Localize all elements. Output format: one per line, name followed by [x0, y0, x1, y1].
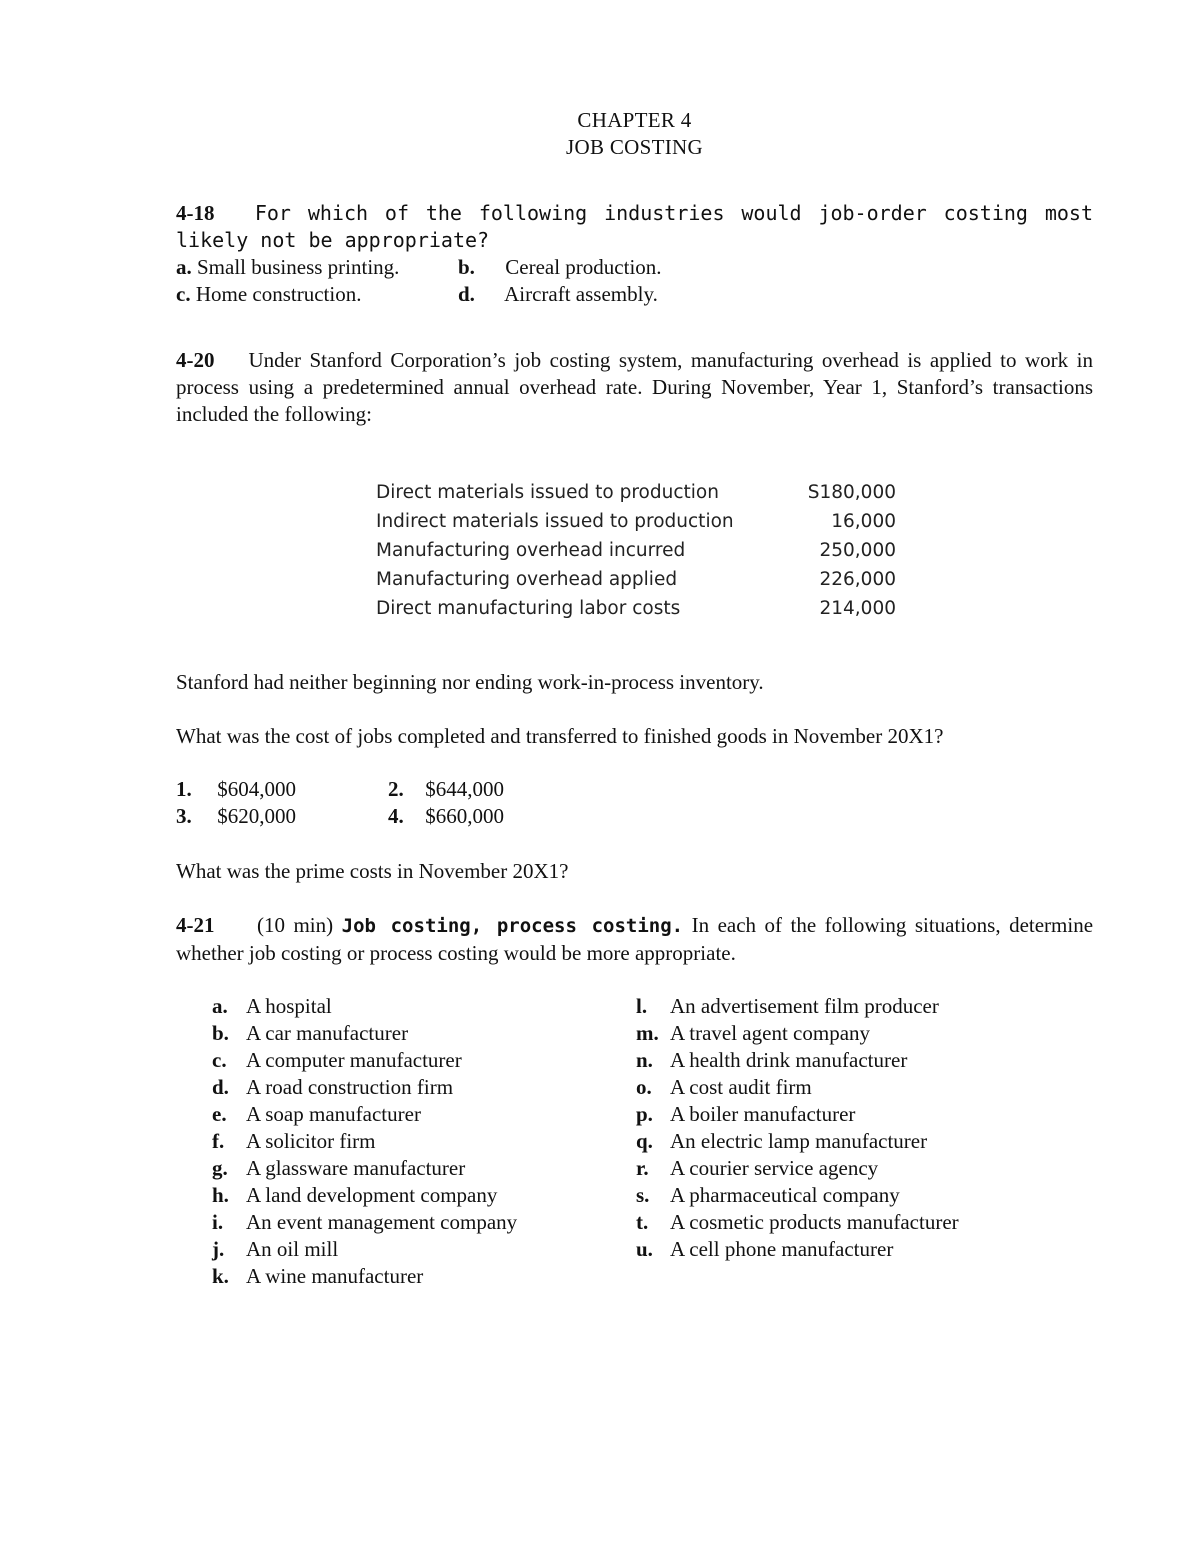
- list-item-text: A hospital: [246, 994, 332, 1018]
- chapter-title: JOB COSTING: [566, 135, 703, 159]
- list-item: [636, 1182, 900, 1209]
- list-item-text: A car manufacturer: [246, 1021, 409, 1045]
- list-item-letter: k.: [212, 1264, 229, 1288]
- list-item: [212, 993, 332, 1020]
- row-description: Direct manufacturing labor costs: [376, 598, 681, 619]
- answer-value: $644,000: [425, 777, 504, 801]
- question-text: For which of the following industries would job-order costing most likely not be appropriate?: [176, 201, 1093, 252]
- question-number: 4-20: [176, 348, 215, 372]
- list-item-letter: s.: [636, 1183, 650, 1207]
- row-amount: 214,000: [819, 598, 896, 619]
- list-item: [636, 993, 939, 1020]
- list-item-text: A health drink manufacturer: [670, 1048, 908, 1072]
- list-item-text: A cell phone manufacturer: [670, 1237, 894, 1261]
- list-item: [212, 1074, 453, 1101]
- option-text: Small business printing.: [197, 255, 400, 279]
- question-number: 4-18: [176, 201, 215, 225]
- list-item-text: A glassware manufacturer: [246, 1156, 466, 1180]
- option-a: [176, 254, 399, 281]
- question-prime-costs: What was the prime costs in November 20X1?: [176, 859, 569, 883]
- list-item-text: A boiler manufacturer: [670, 1102, 856, 1126]
- option-letter: a.: [176, 255, 192, 279]
- option-c: [176, 281, 361, 308]
- row-amount: S180,000: [807, 482, 896, 503]
- list-item: [212, 1182, 497, 1209]
- option-text: Cereal production.: [505, 255, 662, 279]
- list-item: [212, 1236, 338, 1263]
- list-item: [212, 1128, 376, 1155]
- answer-value: $620,000: [217, 804, 296, 828]
- list-item-text: A travel agent company: [670, 1021, 871, 1045]
- list-item-letter: h.: [212, 1183, 229, 1207]
- list-item: [636, 1020, 870, 1047]
- list-item-text: An electric lamp manufacturer: [670, 1129, 928, 1153]
- list-item-text: An event management company: [246, 1210, 518, 1234]
- list-item: [212, 1047, 462, 1074]
- question-text: Under Stanford Corporation’s job costing system, manufacturing overhead is applied to work in process using a predetermined annual overhead rate. During November, Year 1, Stanford’s transactions included the following:: [176, 348, 1093, 426]
- list-item: [212, 1209, 517, 1236]
- answer-4: [388, 803, 504, 830]
- list-item-letter: r.: [636, 1156, 649, 1180]
- list-item: [212, 1263, 423, 1290]
- list-item-text: A land development company: [246, 1183, 498, 1207]
- list-item-text: An oil mill: [246, 1237, 339, 1261]
- question-time: (10 min): [256, 913, 334, 937]
- list-item-text: A pharmaceutical company: [670, 1183, 900, 1207]
- list-item: [636, 1101, 855, 1128]
- question-number: 4-21: [176, 913, 215, 937]
- list-item: [212, 1020, 408, 1047]
- question-heading: Job costing, process costing.: [341, 915, 684, 937]
- answer-number: 4.: [388, 804, 404, 828]
- option-letter: c.: [176, 282, 191, 306]
- list-item-letter: q.: [636, 1129, 653, 1153]
- option-text: Aircraft assembly.: [504, 282, 658, 306]
- answer-3: [176, 803, 296, 830]
- list-item: [212, 1101, 421, 1128]
- option-d: [458, 281, 658, 308]
- answer-1: [176, 776, 296, 803]
- option-text: Home construction.: [195, 282, 362, 306]
- answer-number: 1.: [176, 777, 192, 801]
- table-row: [376, 565, 896, 594]
- list-item-text: An advertisement film producer: [670, 994, 939, 1018]
- row-description: Direct materials issued to production: [376, 482, 719, 503]
- list-item-text: A cosmetic products manufacturer: [670, 1210, 959, 1234]
- list-item-letter: t.: [636, 1210, 649, 1234]
- list-item: [636, 1074, 812, 1101]
- list-item-text: A solicitor firm: [246, 1129, 376, 1153]
- list-item: [212, 1155, 465, 1182]
- list-item-letter: m.: [636, 1021, 659, 1045]
- option-b: [458, 254, 662, 281]
- answer-number: 2.: [388, 777, 404, 801]
- list-item-letter: o.: [636, 1075, 652, 1099]
- row-amount: 16,000: [831, 511, 896, 532]
- answer-2: [388, 776, 504, 803]
- table-row: [376, 478, 896, 507]
- list-item-letter: d.: [212, 1075, 229, 1099]
- option-letter: d.: [458, 282, 475, 306]
- list-item-text: A road construction firm: [246, 1075, 454, 1099]
- list-item: [636, 1128, 927, 1155]
- list-item: [636, 1155, 878, 1182]
- question-4-20: [176, 347, 1093, 428]
- table-row: [376, 507, 896, 536]
- list-item-text: A computer manufacturer: [246, 1048, 462, 1072]
- inventory-note: Stanford had neither beginning nor ending work-in-process inventory.: [176, 670, 764, 694]
- list-item: [636, 1047, 907, 1074]
- list-item-letter: n.: [636, 1048, 653, 1072]
- list-item-text: A wine manufacturer: [246, 1264, 424, 1288]
- list-item-letter: p.: [636, 1102, 653, 1126]
- answer-value: $604,000: [217, 777, 296, 801]
- question-4-18: [176, 200, 1093, 254]
- chapter-heading: CHAPTER 4: [577, 108, 692, 132]
- table-row: [376, 594, 896, 623]
- row-amount: 226,000: [819, 569, 896, 590]
- list-item: [636, 1236, 893, 1263]
- list-item-letter: c.: [212, 1048, 227, 1072]
- question-4-21: [176, 912, 1093, 967]
- question-text: In each of the following situations, determine whether job costing or process costing would be more appropriate.: [176, 913, 1094, 965]
- row-amount: 250,000: [819, 540, 896, 561]
- table-row: [376, 536, 896, 565]
- row-description: Indirect materials issued to production: [376, 511, 734, 532]
- row-description: Manufacturing overhead incurred: [376, 540, 686, 561]
- option-letter: b.: [458, 255, 475, 279]
- answer-value: $660,000: [425, 804, 504, 828]
- list-item-letter: j.: [212, 1237, 225, 1261]
- row-description: Manufacturing overhead applied: [376, 569, 678, 590]
- list-item-text: A cost audit firm: [670, 1075, 812, 1099]
- list-item-letter: l.: [636, 994, 648, 1018]
- list-item-letter: a.: [212, 994, 228, 1018]
- question-cost-of-jobs: What was the cost of jobs completed and transferred to finished goods in November 20X1?: [176, 724, 944, 748]
- list-item-letter: u.: [636, 1237, 653, 1261]
- list-item-letter: f.: [212, 1129, 225, 1153]
- answer-number: 3.: [176, 804, 192, 828]
- list-item-letter: i.: [212, 1210, 224, 1234]
- list-item-text: A soap manufacturer: [246, 1102, 421, 1126]
- list-item-letter: e.: [212, 1102, 227, 1126]
- list-item: [636, 1209, 959, 1236]
- list-item-letter: b.: [212, 1021, 229, 1045]
- list-item-letter: g.: [212, 1156, 228, 1180]
- list-item-text: A courier service agency: [670, 1156, 879, 1180]
- transactions-table: [376, 478, 896, 623]
